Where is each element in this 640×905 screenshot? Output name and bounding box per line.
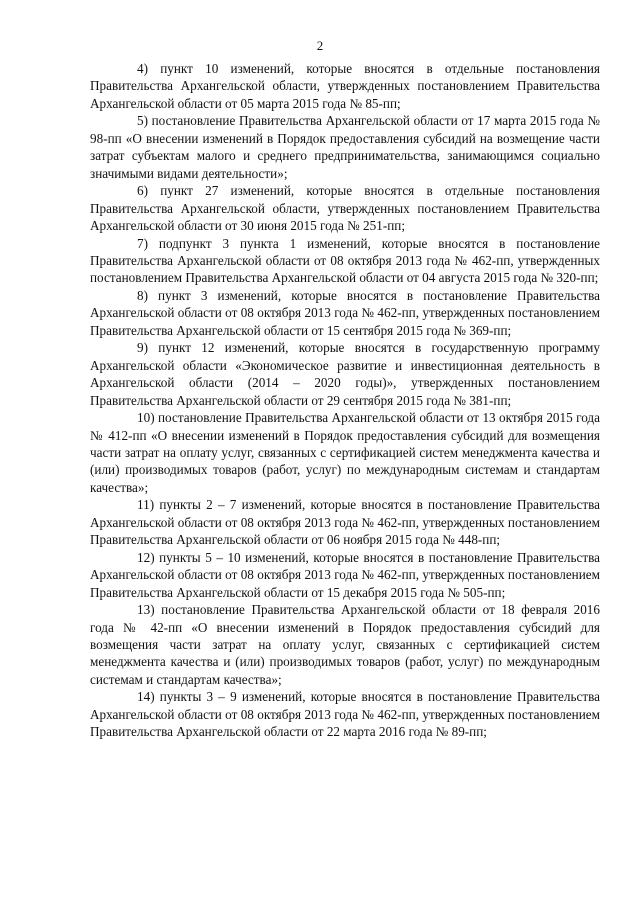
document-body xyxy=(90,60,600,741)
list-item: 7) подпункт 3 пункта 1 изменений, которые вносятся в постановление Правительства Архангельской области от 08 октября 2013 года № 462-пп, утвержденных постановлением Правительства Архангельской области от 04 августа 2015 года № 320-пп; xyxy=(90,235,600,286)
list-item: 9) пункт 12 изменений, которые вносятся в государственную программу Архангельской области «Экономическое развитие и инвестиционная деятельность в Архангельской области (2014 – 2020 годы)», утвержденных постановлением Правительства Архангельской области от 29 сентября 2015 года № 381-пп; xyxy=(90,340,600,408)
list-item: 4) пункт 10 изменений, которые вносятся в отдельные постановления Правительства Архангельской области, утвержденных постановлением Правительства Архангельской области от 05 марта 2015 года № 85-пп; xyxy=(90,61,600,111)
list-item: 13) постановление Правительства Архангельской области от 18 февраля 2016 года № 42-пп «О внесении изменений в Порядок предоставления субсидий для возмещения части затрат на оплату услуг, связанных с сертификацией систем менеджмента качества и (или) производимых товаров (работ, услуг) по международным системам и стандартам качества»; xyxy=(90,602,600,687)
page-number: 2 xyxy=(316,38,324,53)
list-item: 6) пункт 27 изменений, которые вносятся в отдельные постановления Правительства Архангельской области, утвержденных постановлением Правительства Архангельской области от 30 июня 2015 года № 251-пп; xyxy=(90,183,600,234)
list-item: 8) пункт 3 изменений, которые вносятся в постановление Правительства Архангельской области от 08 октября 2013 года № 462-пп, утвержденных постановлением Правительства Архангельской области от 15 сентября 2015 года № 369-пп; xyxy=(90,287,600,338)
list-item: 12) пункты 5 – 10 изменений, которые вносятся в постановление Правительства Архангельской области от 08 октября 2013 года № 462-пп, утвержденных постановлением Правительства Архангельской области от 15 декабря 2015 года № 505-пп; xyxy=(90,549,600,600)
list-item: 10) постановление Правительства Архангельской области от 13 октября 2015 года № 412-пп «О внесении изменений в Порядок предоставления субсидий для возмещения части затрат на оплату услуг, связанных с сертификацией систем менеджмента качества и (или) производимых товаров (работ, услуг) по международным системам и стандартам качества»; xyxy=(90,410,600,495)
list-item: 5) постановление Правительства Архангельской области от 17 марта 2015 года № 98-пп «О внесении изменений в Порядок предоставления субсидий на возмещение части затрат субъектам малого и среднего предпринимательства, занимающимся социально значимыми видами деятельности»; xyxy=(90,113,600,181)
list-item: 11) пункты 2 – 7 изменений, которые вносятся в постановление Правительства Архангельской области от 08 октября 2013 года № 462-пп, утвержденных постановлением Правительства Архангельской области от 06 ноября 2015 года № 448-пп; xyxy=(90,497,600,548)
list-item: 14) пункты 3 – 9 изменений, которые вносятся в постановление Правительства Архангельской области от 08 октября 2013 года № 462-пп, утвержденных постановлением Правительства Архангельской области от 22 марта 2016 года № 89-пп; xyxy=(90,689,600,740)
